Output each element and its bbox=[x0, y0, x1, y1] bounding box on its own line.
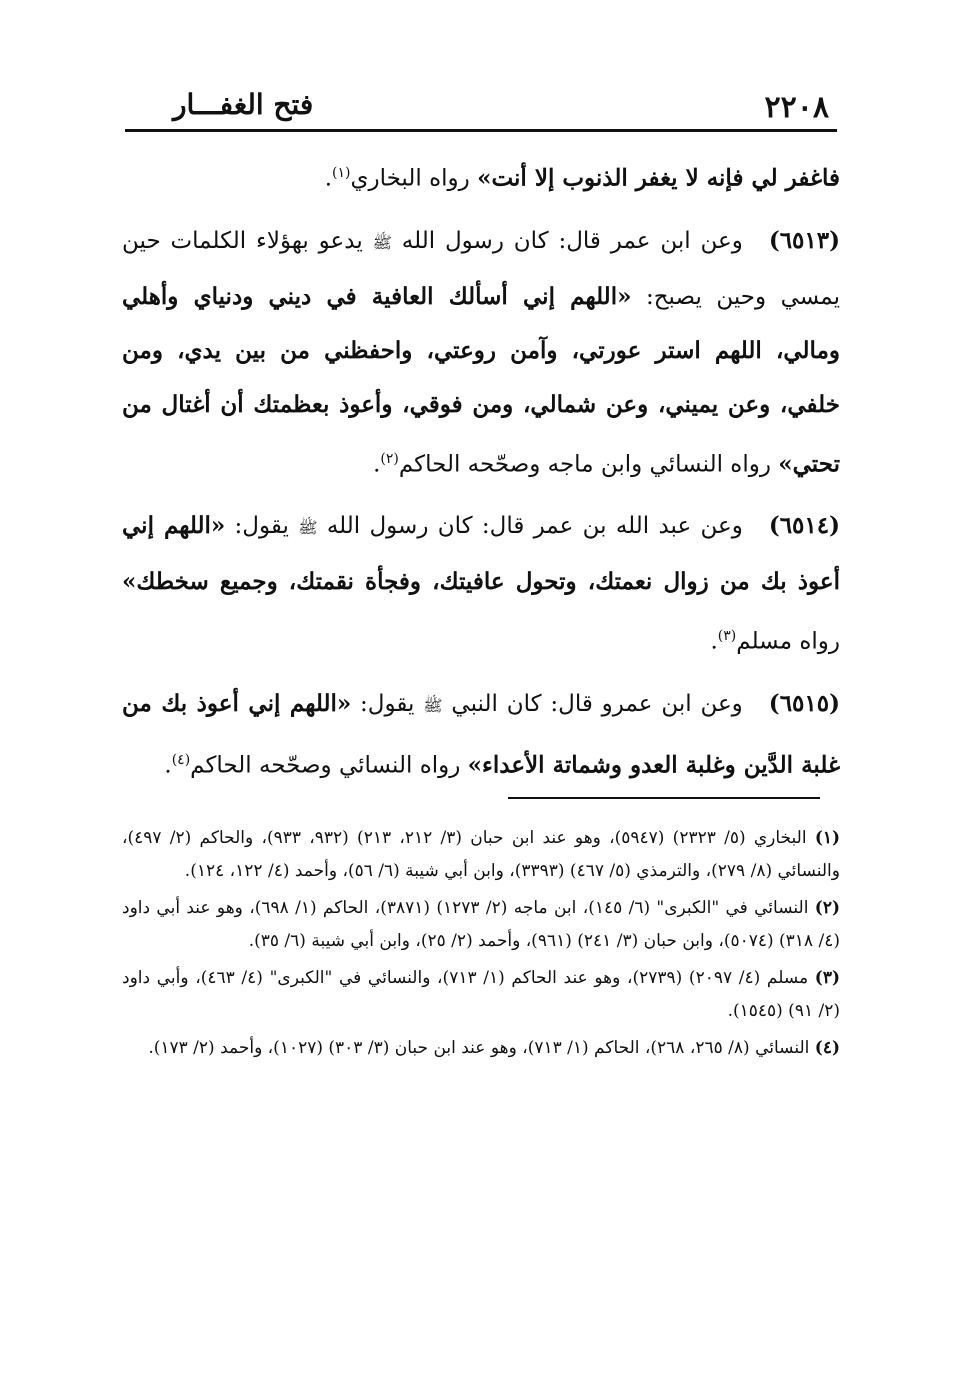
footnote-number: (٢) bbox=[814, 898, 840, 918]
text-segment: يقول: bbox=[225, 513, 299, 540]
footnote-ref: (٣) bbox=[717, 628, 737, 645]
text-segment: ﷺ bbox=[423, 695, 443, 715]
text-segment: . bbox=[373, 451, 381, 478]
dua-text: «اللهم إني أسألك العافية في ديني ودنياي وأهلي ومالي، اللهم استر عورتي، وآمن روعتي، واحفظني من بين يدي، ومن خلفي، وعن يميني، وعن شمالي، ومن فوقي، وأعوذ بعظمتك أن أغتال من تحتي» bbox=[122, 282, 840, 478]
text-segment: ﷺ bbox=[372, 232, 392, 252]
text-segment: رواه مسلم bbox=[736, 628, 840, 655]
footnote-number: (١) bbox=[814, 828, 841, 848]
hadith-number: (٦٥١٤) bbox=[768, 512, 841, 540]
text-segment: . bbox=[324, 165, 332, 192]
text-segment: يقول: bbox=[351, 690, 424, 717]
footnote-text: النسائي (٨/ ٢٦٥، ٢٦٨)، الحاكم (١/ ٧١٣)، وهو عند ابن حبان (٣/ ٣٠٣) (١٠٢٧)، وأحمد (٢/ ١٧٣). bbox=[148, 1038, 810, 1058]
dua-text: «اللهم إني أعوذ بك من غلبة الدَّين وغلبة العدو وشماتة الأعداء» bbox=[122, 689, 840, 779]
text-segment: رواه النسائي وصحّحه الحاكم bbox=[190, 752, 468, 779]
header-rule bbox=[125, 129, 837, 132]
hadith-paragraph bbox=[122, 677, 840, 793]
page-number: ٢٢٠٨ bbox=[764, 90, 829, 125]
hadith-paragraph bbox=[122, 214, 840, 492]
footnote-text: مسلم (٤/ ٢٠٩٧) (٢٧٣٩)، وهو عند الحاكم (١/ ٧١٣)، والنسائي في "الكبرى" (٤/ ٤٦٣)، وأبي داود (٢/ ٩١) (١٥٤٥). bbox=[122, 968, 840, 1021]
footnote bbox=[122, 1032, 840, 1065]
text-segment: . bbox=[710, 628, 718, 655]
footnote-ref: (٤) bbox=[171, 751, 191, 768]
running-header bbox=[125, 88, 837, 128]
text-segment: وعن عبد الله بن عمر قال: كان رسول الله bbox=[317, 513, 743, 540]
book-title: فتح الغفـــار bbox=[173, 88, 314, 121]
footnote-text: النسائي في "الكبرى" (٦/ ١٤٥)، ابن ماجه (٢/ ١٢٧٣) (٣٨٧١)، الحاكم (١/ ٦٩٨)، وهو عند أبي داود (٤/ ٣١٨) (٥٠٧٤)، وابن حبان (٣/ ٢٤١) (٩٦١)، وأحمد (٢/ ٢٥)، وابن أبي شيبة (٦/ ٣٥). bbox=[122, 898, 840, 951]
text-segment: ﷺ bbox=[298, 518, 318, 538]
hadith-paragraph bbox=[122, 146, 840, 206]
footnote bbox=[122, 962, 840, 1028]
footnote-separator bbox=[508, 797, 820, 799]
text-segment: . bbox=[164, 752, 172, 779]
hadith-number: (٦٥١٥) bbox=[768, 689, 840, 717]
footnote-number: (٣) bbox=[814, 968, 841, 988]
hadith-paragraph bbox=[122, 499, 840, 669]
footnote-ref: (٢) bbox=[380, 450, 399, 467]
text-segment: وعن ابن عمرو قال: كان النبي bbox=[442, 690, 743, 717]
dua-text: فاغفر لي فإنه لا يغفر الذنوب إلا أنت» bbox=[477, 164, 840, 192]
text-segment: رواه البخاري bbox=[350, 165, 478, 192]
footnote-text: البخاري (٥/ ٢٣٢٣) (٥٩٤٧)، وهو عند ابن حبان (٣/ ٢١٢، ٢١٣) (٩٣٢، ٩٣٣)، والحاكم (٢/ ٤٩٧)، والنسائي (٨/ ٢٧٩)، والترمذي (٥/ ٤٦٧) (٣٣٩٣)، وابن أبي شيبة (٦/ ٥٦)، وأحمد (٤/ ١٢٢، ١٢٤). bbox=[122, 828, 840, 881]
text-segment: يدعو بهؤلاء الكلمات حين يمسي وحين يصبح: bbox=[122, 227, 840, 310]
main-text bbox=[122, 146, 840, 801]
footnote bbox=[122, 822, 840, 888]
footnote-ref: (١) bbox=[332, 165, 351, 181]
footnote bbox=[122, 892, 840, 958]
dua-text: «اللهم إني أعوذ بك من زوال نعمتك، وتحول عافيتك، وفجأة نقمتك، وجميع سخطك» bbox=[122, 512, 840, 596]
footnotes bbox=[122, 822, 840, 1069]
footnote-number: (٤) bbox=[814, 1038, 840, 1058]
text-segment: وعن ابن عمر قال: كان رسول الله bbox=[391, 227, 743, 254]
text-segment: رواه النسائي وابن ماجه وصحّحه الحاكم bbox=[398, 451, 779, 478]
hadith-number: (٦٥١٣) bbox=[768, 226, 841, 254]
